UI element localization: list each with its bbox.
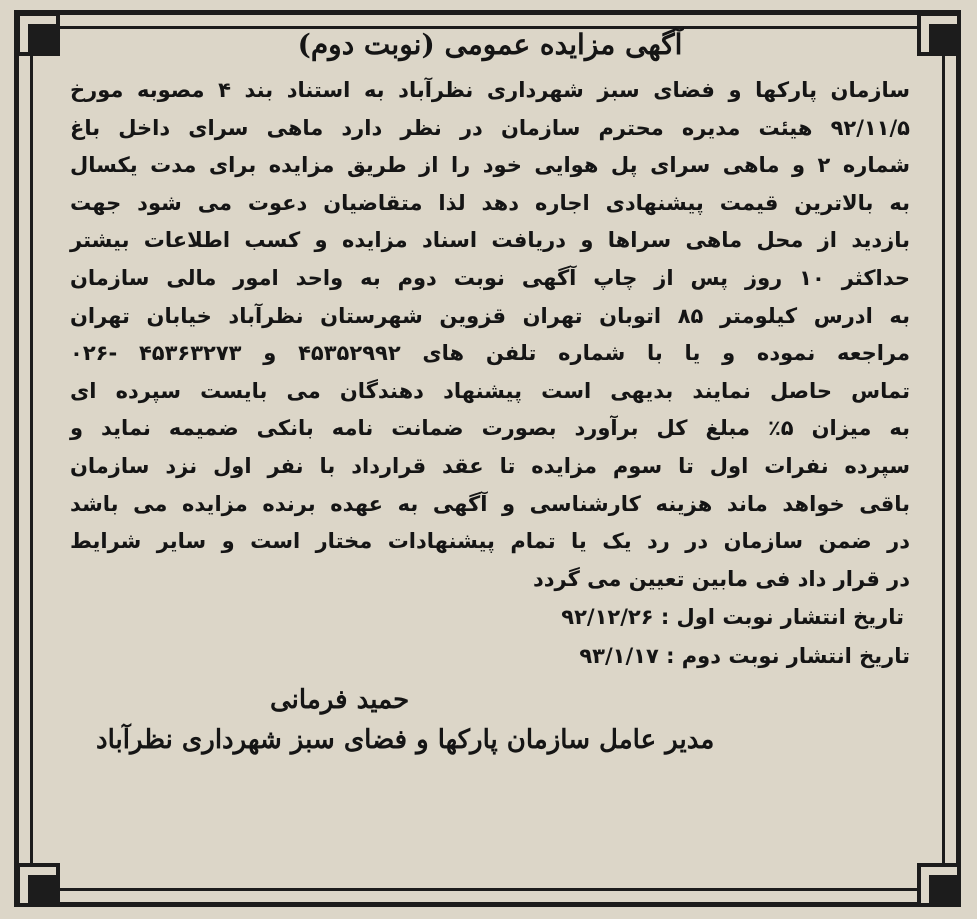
body-line: به ادرس کیلومتر ۸۵ اتوبان تهران قزوین شهرستان نظرآباد خیابان تهران [70, 303, 910, 328]
notice-title: آگهی مزایده عمومی (نوبت دوم) [297, 28, 683, 61]
body-line: مراجعه نموده و یا با شماره تلفن های ۴۵۳۵۲۹۹۲ و ۴۵۳۶۳۲۷۳ -۰۲۶ [70, 341, 910, 366]
body-line: باقی خواهد ماند هزینه کارشناسی و آگهی به عهده برنده مزایده می باشد [70, 491, 910, 516]
body-line: تماس حاصل نمایند بدیهی است پیشنهاد دهندگان می بایست سپرده ای [70, 378, 910, 403]
corner-ornament-bottom-left [16, 863, 60, 907]
body-line: بازدید از محل ماهی سراها و دریافت اسناد مزایده و کسب اطلاعات بیشتر [70, 228, 910, 253]
body-line: شماره ۲ و ماهی سرای پل هوایی خود را از طریق مزایده برای مدت یکسال [70, 153, 910, 178]
body-line: حداکثر ۱۰ روز پس از چاپ آگهی نوبت دوم به واحد امور مالی سازمان [70, 265, 911, 290]
corner-ornament-top-left [16, 12, 60, 56]
publish-date-second: تاریخ انتشار نوبت دوم : ۹۳/۱/۱۷ [579, 644, 910, 669]
notice-body [70, 72, 910, 598]
body-line: به میزان ۵٪ مبلغ کل برآورد بصورت ضمانت نامه بانکی ضمیمه نماید و [70, 416, 910, 441]
body-line: سپرده نفرات اول تا سوم مزایده تا عقد قرارداد با نفر اول نزد سازمان [70, 453, 910, 478]
corner-ornament-top-right [917, 12, 961, 56]
body-line: در ضمن سازمان در رد یک یا تمام پیشنهادات مختار است و سایر شرایط [70, 529, 910, 554]
corner-ornament-bottom-right [917, 863, 961, 907]
body-line: در قرار داد فی مابین تعیین می گردد [533, 566, 910, 591]
signer-name: حمید فرمانی [270, 685, 410, 716]
body-line: سازمان پارکها و فضای سبز شهرداری نظرآباد به استناد بند ۴ مصوبه مورخ [70, 78, 910, 102]
signer-title: مدیر عامل سازمان پارکها و فضای سبز شهرداری نظرآباد [96, 725, 715, 756]
body-line: به بالاترین قیمت پیشنهادی اجاره دهد لذا متقاضیان دعوت می شود جهت [70, 190, 910, 215]
body-line: ۹۲/۱۱/۵ هیئت مدیره محترم سازمان در نظر دارد ماهی سرای داخل باغ [70, 115, 910, 140]
publish-date-first: تاریخ انتشار نوبت اول : ۹۲/۱۲/۲۶ [561, 605, 904, 630]
notice-content [70, 22, 910, 760]
